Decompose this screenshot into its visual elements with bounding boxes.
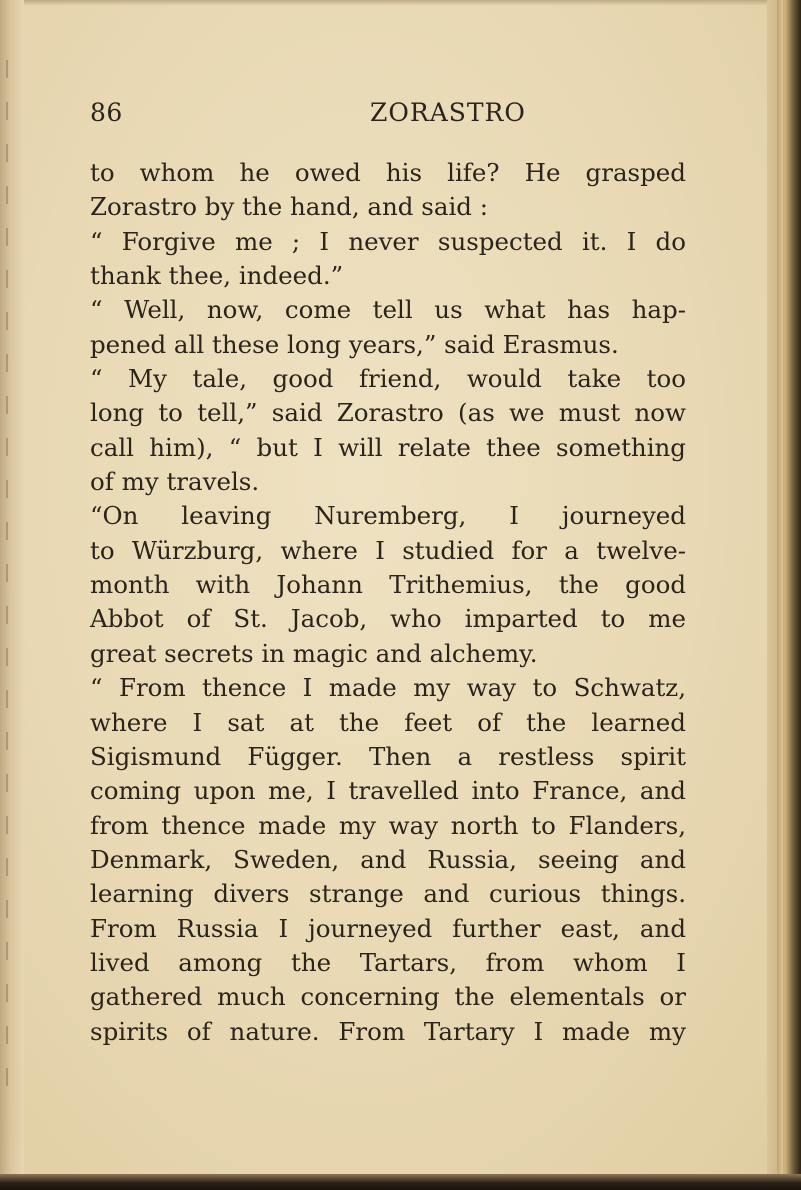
page-right-edge [767, 0, 801, 1190]
text-line-10: of my travels. [90, 467, 260, 497]
body-text [90, 156, 686, 1049]
text-line-22: learning divers strange and curious things. [90, 879, 686, 909]
text-line-18: Sigismund Függer. Then a restless spirit [90, 741, 686, 771]
text-line-23: From Russia I journeyed further east, and [90, 913, 686, 943]
text-line-8: long to tell,” said Zorastro (as we must now [90, 398, 686, 428]
page-top-edge [24, 0, 767, 6]
page-number: 86 [90, 98, 123, 127]
text-line-20: from thence made my way north to Flanders, [90, 810, 686, 840]
text-line-24: lived among the Tartars, from whom I [90, 947, 686, 977]
text-line-13: month with Johann Trithemius, the good [90, 570, 686, 600]
text-line-12: to Würzburg, where I studied for a twelve- [90, 535, 686, 565]
page-left-edge [0, 0, 24, 1190]
text-line-5: “ Well, now, come tell us what has hap- [90, 295, 686, 325]
text-line-6: pened all these long years,” said Erasmus. [90, 329, 619, 359]
text-line-14: Abbot of St. Jacob, who imparted to me [90, 604, 686, 634]
text-line-16: “ From thence I made my way to Schwatz, [90, 673, 686, 703]
text-line-25: gathered much concerning the elementals or [90, 982, 686, 1012]
text-line-1: to whom he owed his life? He grasped [90, 158, 686, 187]
text-line-2: Zorastro by the hand, and said : [90, 192, 489, 222]
page-header [0, 98, 801, 142]
text-line-3: “ Forgive me ; I never suspected it. I do [90, 226, 686, 256]
text-line-9: call him), “ but I will relate thee something [90, 432, 686, 462]
text-line-21: Denmark, Sweden, and Russia, seeing and [90, 844, 686, 874]
text-line-7: “ My tale, good friend, would take too [90, 364, 686, 394]
page-bottom-edge [0, 1174, 801, 1190]
text-line-19: coming upon me, I travelled into France, and [90, 776, 686, 806]
text-line-11: “On leaving Nuremberg, I journeyed [90, 501, 686, 531]
text-line-17: where I sat at the feet of the learned [90, 707, 686, 737]
text-line-26: spirits of nature. From Tartary I made my [90, 1016, 686, 1046]
running-title: ZORASTRO [370, 98, 526, 127]
text-line-15: great secrets in magic and alchemy. [90, 638, 538, 668]
text-line-4: thank thee, indeed.” [90, 261, 344, 291]
